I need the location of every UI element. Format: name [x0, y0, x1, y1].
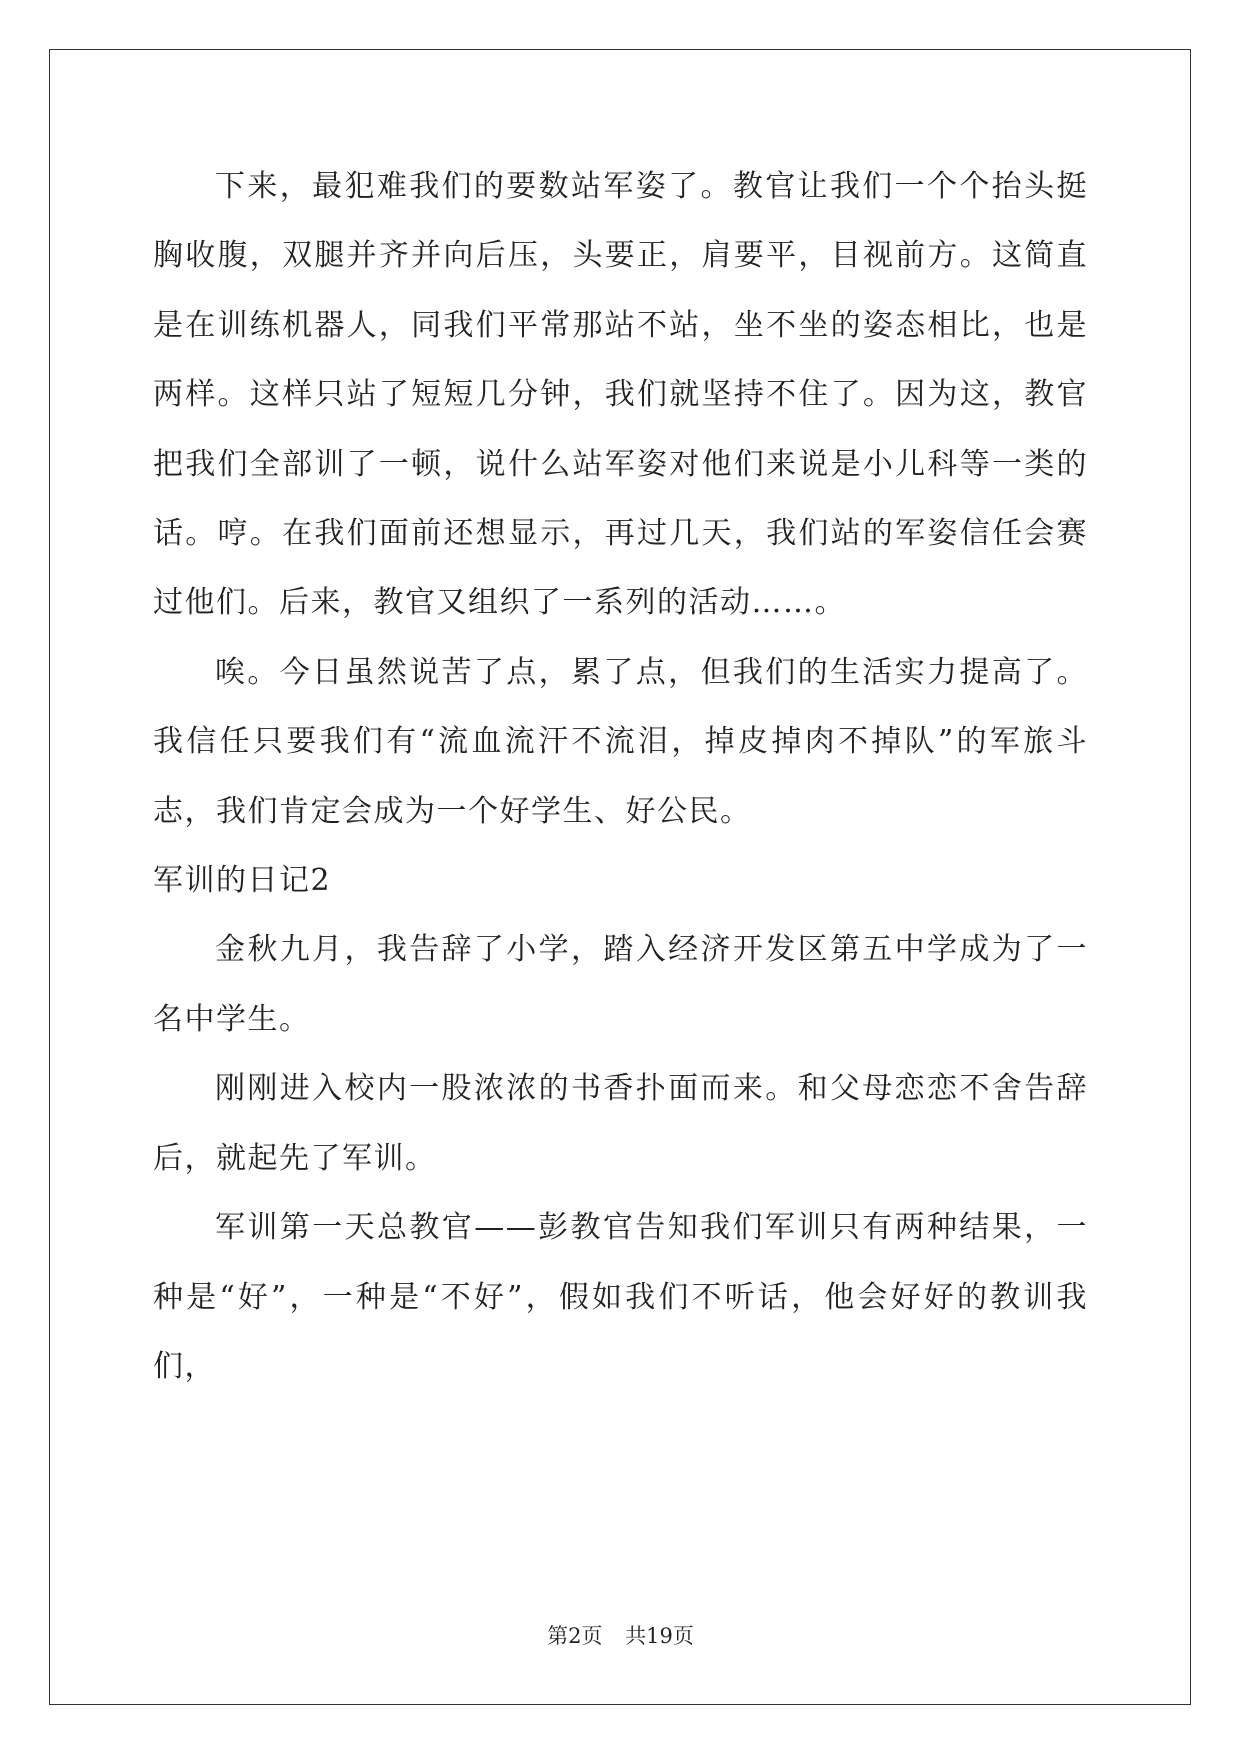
- paragraph: 下来，最犯难我们的要数站军姿了。教官让我们一个个抬头挺胸收腹，双腿并齐并向后压，头要正，肩要平，目视前方。这简直是在训练机器人，同我们平常那站不站，坐不坐的姿态相比，也是两样。这样只站了短短几分钟，我们就坚持不住了。因为这，教官把我们全部训了一顿，说什么站军姿对他们来说是小儿科等一类的话。哼。在我们面前还想显示，再过几天，我们站的军姿信任会赛过他们。后来，教官又组织了一系列的活动……。: [153, 169, 1088, 621]
- page-footer: [0, 1620, 1241, 1650]
- paragraph: 军训第一天总教官——彭教官告知我们军训只有两种结果，一种是“好”，一种是“不好”，假如我们不听话，他会好好的教训我们，: [153, 1210, 1088, 1384]
- page-total: 共19页: [625, 1624, 694, 1648]
- page-number: 第2页: [547, 1624, 603, 1648]
- paragraph: 刚刚进入校内一股浓浓的书香扑面而来。和父母恋恋不舍告辞后，就起先了军训。: [153, 1071, 1088, 1176]
- paragraph: 唉。今日虽然说苦了点，累了点，但我们的生活实力提高了。我信任只要我们有“流血流汗不流泪，掉皮掉肉不掉队”的军旅斗志，我们肯定会成为一个好学生、好公民。: [153, 654, 1088, 829]
- section-heading: 军训的日记2: [153, 863, 332, 899]
- paragraph: 金秋九月，我告辞了小学，踏入经济开发区第五中学成为了一名中学生。: [153, 932, 1088, 1037]
- document-body: [153, 152, 1088, 1401]
